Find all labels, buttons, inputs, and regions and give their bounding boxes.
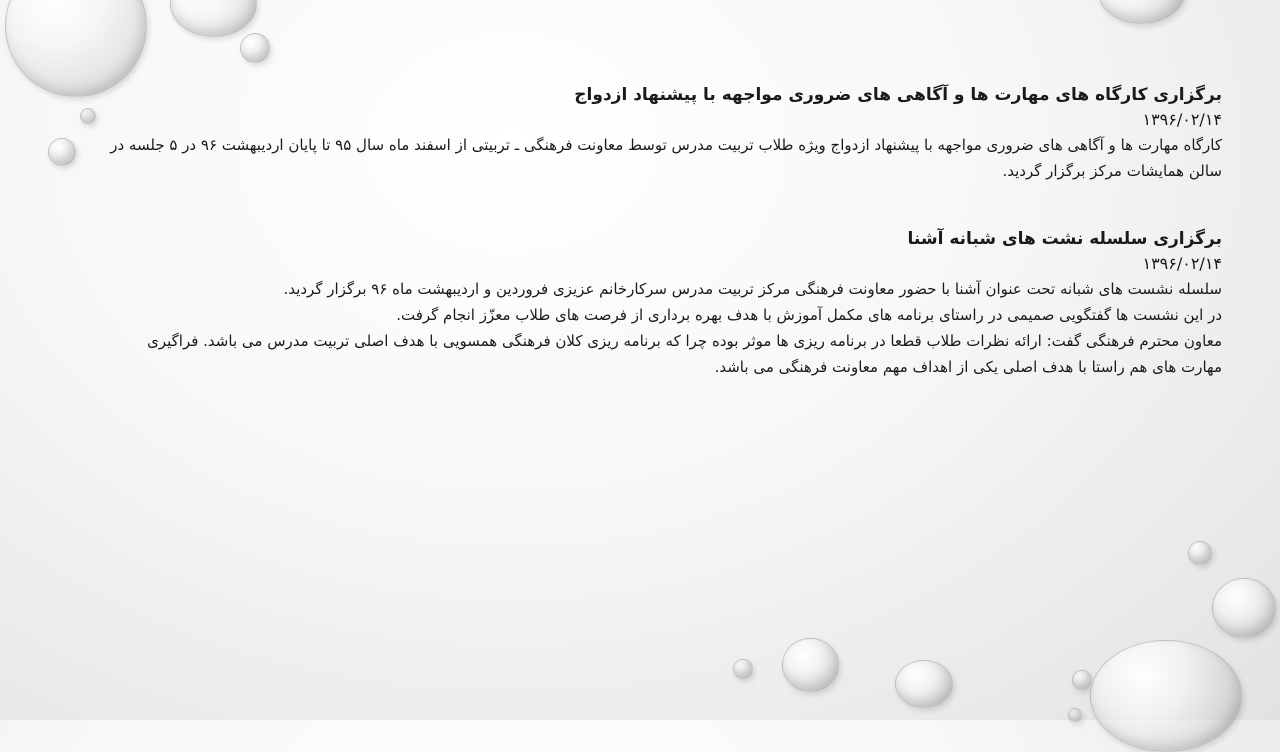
article-paragraph: سلسله نشست های شبانه تحت عنوان آشنا با حضور معاونت فرهنگی مرکز تربیت مدرس سرکارخانم عزیزی فروردین و اردیبهشت ماه ۹۶ برگزار گردید. xyxy=(283,280,1222,298)
water-drop-decoration xyxy=(1090,640,1242,752)
water-drop-decoration xyxy=(895,660,953,708)
news-article xyxy=(110,82,1222,184)
article-title: برگزاری سلسله نشت های شبانه آشنا xyxy=(907,229,1222,249)
article-paragraph: معاون محترم فرهنگی گفت: ارائه نظرات طلاب قطعا در برنامه ریزی ها موثر بوده چرا که برنامه ریزی کلان فرهنگی همسویی با هدف اصلی تربیت مدرس می باشد. فراگیری مهارت های هم راستا با هدف اصلی یکی از اهداف مهم معاونت فرهنگی می باشد. xyxy=(147,332,1222,376)
water-drop-decoration xyxy=(1072,670,1092,690)
water-drop-decoration xyxy=(782,638,839,692)
article-paragraph: در این نشست ها گفتگویی صمیمی در راستای برنامه های مکمل آموزش با هدف بهره برداری از فرصت های طلاب معزّز انجام گرفت. xyxy=(396,306,1222,324)
water-drop-decoration xyxy=(1098,0,1185,24)
news-article xyxy=(110,226,1222,380)
article-paragraph: کارگاه مهارت ها و آگاهی های ضروری مواجهه با پیشنهاد ازدواج ویژه طلاب تربیت مدرس توسط معاونت فرهنگی ـ تربیتی از اسفند ماه سال ۹۵ تا پایان اردیبهشت ۹۶ در ۵ جلسه در سالن همایشات مرکز برگزار گردید. xyxy=(110,136,1222,180)
water-drop-decoration xyxy=(170,0,257,37)
water-drop-decoration xyxy=(48,138,76,166)
water-drop-decoration xyxy=(240,33,270,63)
article-date: ۱۳۹۶/۰۲/۱۴ xyxy=(1142,254,1222,273)
water-drop-decoration xyxy=(1212,578,1276,638)
water-drop-decoration xyxy=(1188,541,1212,565)
article-date: ۱۳۹۶/۰۲/۱۴ xyxy=(1142,110,1222,129)
article-title: برگزاری کارگاه های مهارت ها و آگاهی های ضروری مواجهه با پیشنهاد ازدواج xyxy=(574,85,1222,105)
water-drop-decoration xyxy=(733,659,753,679)
news-content xyxy=(110,82,1222,422)
water-drop-decoration xyxy=(80,108,96,124)
